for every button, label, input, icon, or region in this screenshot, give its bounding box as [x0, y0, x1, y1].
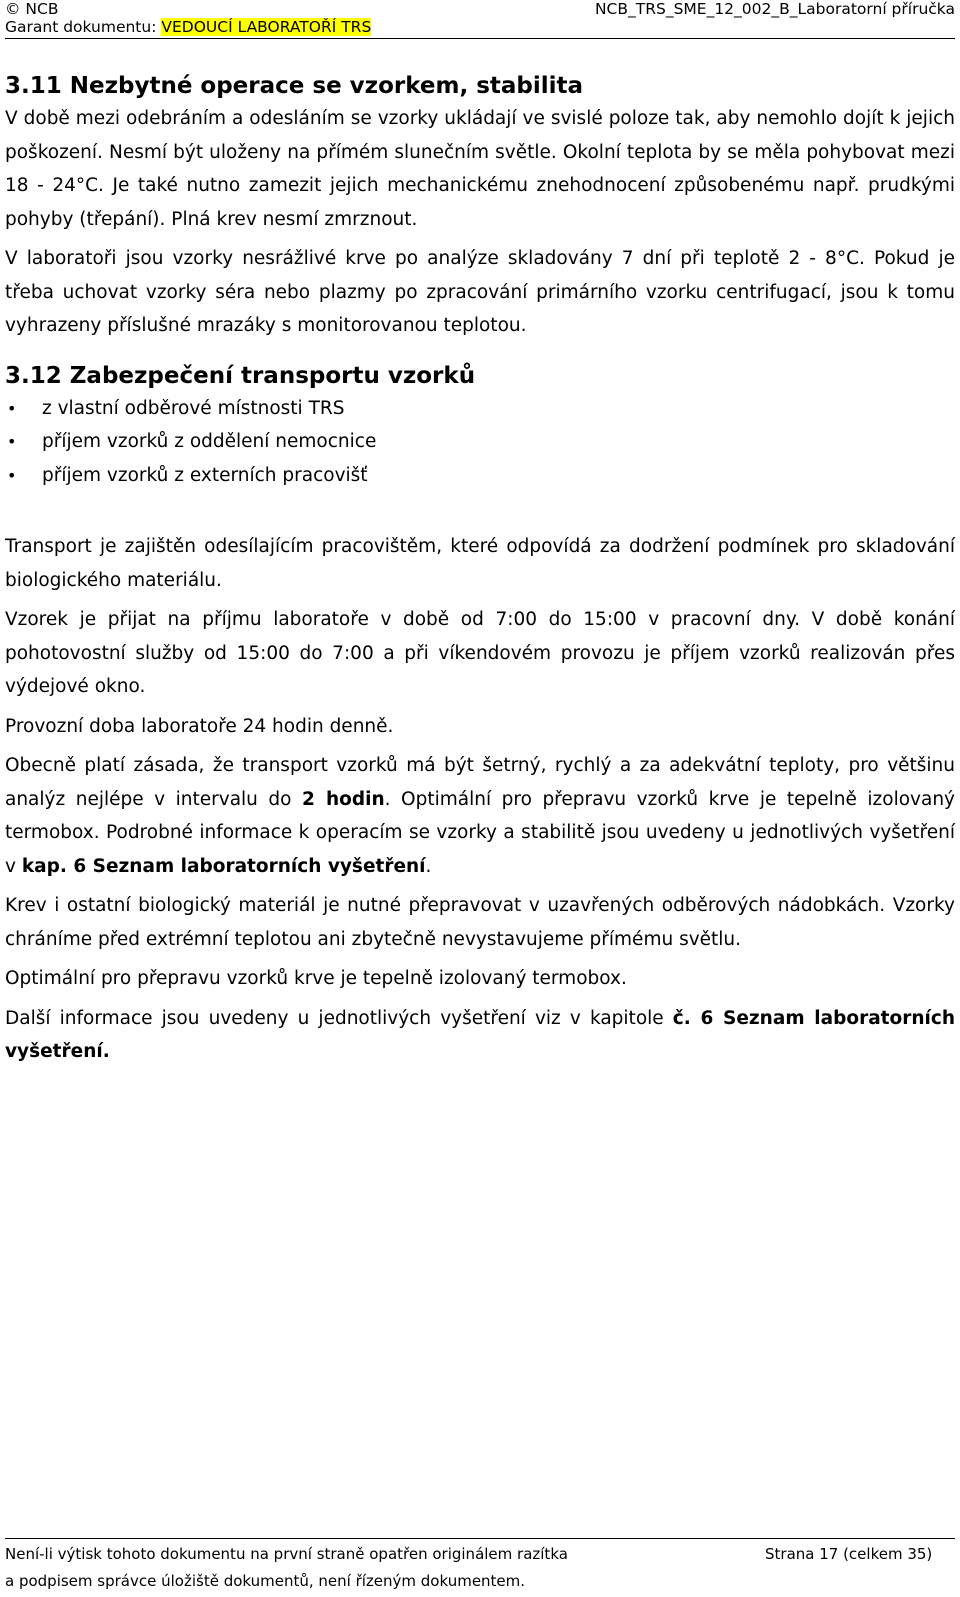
- list-item: • příjem vzorků z oddělení nemocnice: [5, 425, 955, 459]
- list-item: • z vlastní odběrové místnosti TRS: [5, 392, 955, 426]
- document-code: NCB_TRS_SME_12_002_B_Laboratorní příručka: [594, 0, 955, 18]
- bold-text: 2 hodin: [302, 788, 385, 810]
- transport-para-4: [5, 749, 955, 883]
- para-text: Obecně platí zásada, že transport vzorků má být šetrný, rychlý a za adekvátní teploty, pro většinu analýz nejlépe v intervalu do: [5, 755, 955, 810]
- transport-para-3: Provozní doba laboratoře 24 hodin denně.: [5, 715, 394, 737]
- chapter-reference: č. 6 Seznam laboratorních vyšetření.: [5, 1007, 956, 1062]
- footer-notice-line-1: Není-li výtisk tohoto dokumentu na první straně opatřen originálem razítka: [5, 1545, 568, 1563]
- transport-para-2: Vzorek je přijat na příjmu laboratoře v době od 7:00 do 15:00 v pracovní dny. V době konání pohotovostní služby od 15:00 do 7:00 a při víkendovém provozu je příjem vzorků realizován přes výdejové okno.: [5, 609, 955, 697]
- transport-para-7: [5, 1002, 955, 1069]
- footer-notice: [5, 1541, 725, 1595]
- page-header: [5, 0, 955, 39]
- guarantor-line: [5, 18, 371, 36]
- chapter-reference: kap. 6 Seznam laboratorních vyšetření: [21, 855, 426, 877]
- guarantor-label: Garant dokumentu:: [5, 18, 162, 36]
- section-3-11-heading: 3.11 Nezbytné operace se vzorkem, stabilita: [5, 73, 584, 99]
- list-item: • příjem vzorků z externích pracovišť: [5, 459, 955, 493]
- section-3-11-para-2: V laboratoři jsou vzorky nesrážlivé krve po analýze skladovány 7 dní při teplotě 2 - 8°C. Pokud je třeba uchovat vzorky séra nebo plazmy po zpracování primárního vzorku centrifugací, jsou k tomu vyhrazeny příslušné mrazáky s monitorovanou teplotou.: [5, 248, 955, 336]
- copyright-text: © NCB: [5, 0, 59, 18]
- para-text: .: [425, 855, 432, 877]
- section-3-11-para-1: V době mezi odebráním a odesláním se vzorky ukládají ve svislé poloze tak, aby nemohlo dojít k jejich poškození. Nesmí být uloženy na přímém slunečním světle. Okolní teplota by se měla pohybovat mezi 18 - 24°C. Je také nutno zamezit jejich mechanickému znehodnocení způsobenému např. prudkými pohyby (třepání). Plná krev nesmí zmrznout.: [5, 108, 955, 230]
- transport-para-6: Optimální pro přepravu vzorků krve je tepelně izolovaný termobox.: [5, 968, 627, 989]
- footer-notice-line-2: a podpisem správce úložiště dokumentů, není řízeným dokumentem.: [5, 1572, 526, 1590]
- transport-para-5: Krev i ostatní biologický materiál je nutné přepravovat v uzavřených odběrových nádobkách. Vzorky chráníme před extrémní teplotou ani zbytečně nevystavujeme přímému světlu.: [5, 895, 955, 950]
- transport-source-list: [5, 392, 955, 493]
- page-number: Strana 17 (celkem 35): [765, 1545, 933, 1563]
- guarantor-value: VEDOUCÍ LABORATOŘÍ TRS: [161, 18, 372, 36]
- para-text: . Optimální pro přepravu vzorků krve je tepelně izolovaný termobox. Podrobné informace k operacím se vzorky a stabilitě jsou uvedeny u jednotlivých vyšetření v: [5, 788, 956, 877]
- transport-para-1: Transport je zajištěn odesílajícím pracovištěm, které odpovídá za dodržení podmínek pro skladování biologického materiálu.: [5, 536, 955, 591]
- main-content: [5, 70, 955, 1069]
- para-text: Další informace jsou uvedeny u jednotlivých vyšetření viz v kapitole: [5, 1007, 673, 1029]
- section-3-12-heading: 3.12 Zabezpečení transportu vzorků: [5, 362, 476, 389]
- header-left: [5, 0, 371, 36]
- page-footer: [5, 1538, 955, 1590]
